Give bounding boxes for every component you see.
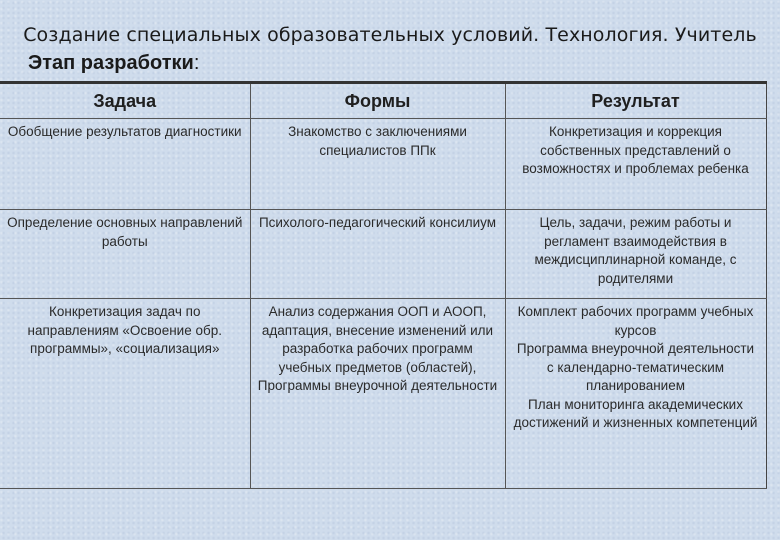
task-cell: Определение основных направлений работы (0, 210, 250, 299)
result-item: Программа внеурочной деятельности (516, 341, 755, 356)
result-cell (505, 299, 766, 489)
task-cell: Обобщение результатов диагностики (0, 119, 250, 210)
table-row (0, 299, 766, 489)
result-item: с календарно-тематическим планированием (546, 359, 725, 393)
result-item: Комплект рабочих программ учебных курсов (517, 304, 754, 338)
result-cell: Конкретизация и коррекция собственных представлений о возможностях и проблемах ребенка (505, 119, 766, 210)
result-cell: Цель, задачи, режим работы и регламент взаимодействия в междисциплинарной команде, с родителями (505, 210, 766, 299)
header-forms: Формы (250, 83, 505, 119)
forms-cell: Анализ содержания ООП и АООП, адаптация, внесение изменений или разработка рабочих программ учебных предметов (областей), Программы внеурочной деятельности (250, 299, 505, 489)
header-task: Задача (0, 83, 250, 119)
header-result: Результат (505, 83, 766, 119)
result-item: План мониторинга академических достижений и жизненных компетенций (513, 396, 758, 430)
stage-colon: : (193, 52, 200, 74)
stage-label: Этап разработки (28, 52, 194, 74)
table-row (0, 210, 766, 299)
table-row (0, 119, 766, 210)
forms-cell: Знакомство с заключениями специалистов ППк (250, 119, 505, 210)
task-cell: Конкретизация задач по направлениям «Освоение обр. программы», «социализация» (0, 299, 250, 489)
table-header-row (0, 83, 766, 119)
slide-title: Создание специальных образовательных условий. Технология. Учитель (23, 24, 757, 46)
forms-cell: Психолого-педагогический консилиум (250, 210, 505, 299)
stage-table (0, 81, 767, 489)
stage-heading (28, 52, 199, 75)
